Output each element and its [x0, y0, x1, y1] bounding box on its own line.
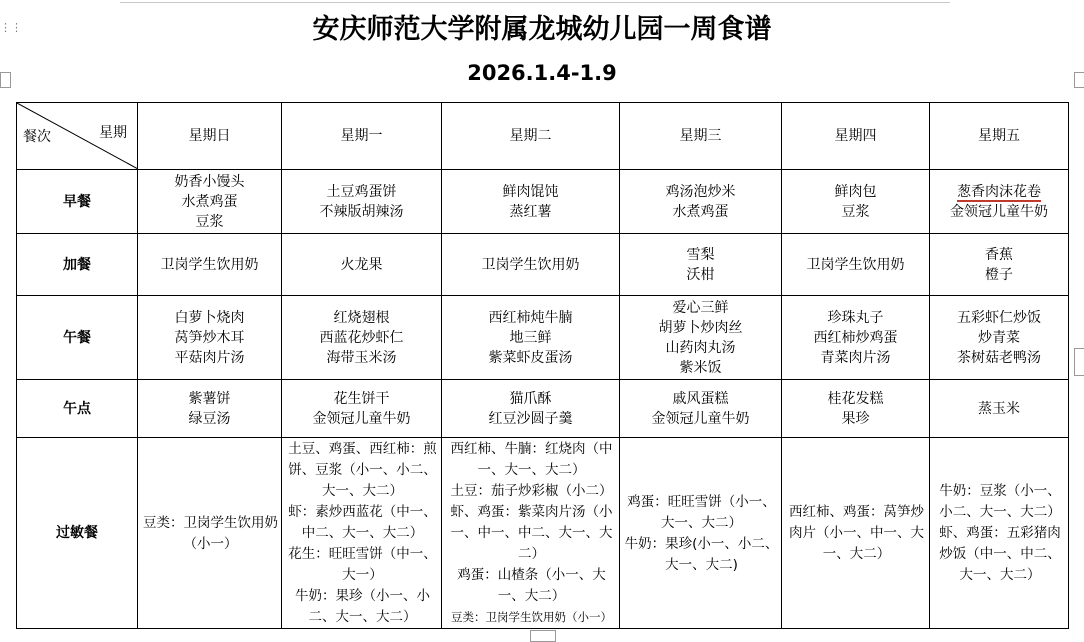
allergy-item: 西红柿、鸡蛋：莴笋炒肉片（小一、中一、大一、大二） [789, 504, 924, 562]
dish-item: 爱心三鲜 [672, 299, 729, 316]
meal-label: 加餐 [17, 234, 138, 296]
dish-item: 山药肉丸汤 [665, 339, 736, 356]
weekly-menu-table [16, 102, 1069, 629]
allergy-item: 虾：素炒西蓝花（中一、中二、大一、大二） [288, 504, 437, 541]
dish-item: 火龙果 [340, 256, 383, 273]
allergy-meal-row [17, 438, 1069, 629]
allergy-item: 牛奶：果珍（小一、小二、大一、大二） [295, 588, 430, 625]
menu-cell [282, 296, 442, 380]
dish-item: 红烧翅根 [333, 309, 390, 326]
menu-cell [620, 234, 782, 296]
lunch-row [17, 296, 1069, 380]
menu-cell [442, 170, 620, 234]
dish-item: 胡萝卜炒肉丝 [658, 319, 743, 336]
dish-item: 鲜肉包 [834, 183, 877, 200]
dish-item: 豆浆 [195, 213, 224, 230]
menu-cell [620, 296, 782, 380]
breakfast-row [17, 170, 1069, 234]
corner-week-label: 星期 [99, 125, 127, 141]
date-range: 2026.1.4-1.9 [467, 61, 617, 85]
menu-cell [782, 170, 930, 234]
dish-item: 水煮鸡蛋 [181, 193, 238, 210]
drag-handle-icon[interactable]: ⋮⋮ [0, 21, 22, 34]
allergy-item: 豆类：卫岗学生饮用奶（小一） [451, 610, 612, 624]
afternoon-snack-row [17, 380, 1069, 438]
dish-item: 金领冠儿童牛奶 [651, 410, 750, 427]
corner-meal-label: 餐次 [23, 129, 51, 145]
allergy-cell [620, 438, 782, 629]
menu-cell [138, 170, 282, 234]
meal-label: 午点 [17, 380, 138, 438]
dish-item: 卫岗学生饮用奶 [481, 256, 580, 273]
dish-item: 橙子 [985, 266, 1013, 283]
menu-cell [282, 170, 442, 234]
dish-item: 莴笋炒木耳 [174, 329, 245, 346]
dish-item: 戚风蛋糕 [672, 390, 729, 407]
dish-item: 奶香小馒头 [174, 173, 245, 190]
meal-label: 过敏餐 [17, 438, 138, 629]
menu-cell [442, 380, 620, 438]
allergy-cell [282, 438, 442, 629]
dish-item: 鸡汤泡炒米 [665, 183, 736, 200]
menu-cell [782, 380, 930, 438]
menu-cell [138, 296, 282, 380]
menu-cell [930, 234, 1069, 296]
dish-item: 炒青菜 [978, 329, 1020, 346]
dish-item: 豆浆 [841, 203, 870, 220]
corner-header-cell [17, 103, 138, 170]
dish-item: 蒸红薯 [509, 203, 552, 220]
right-scroll-handle-icon[interactable] [1074, 348, 1084, 376]
dish-item: 西红柿炒鸡蛋 [813, 329, 898, 346]
menu-cell [138, 380, 282, 438]
dish-item: 西蓝花炒虾仁 [319, 329, 404, 346]
dish-item: 紫米饭 [679, 359, 722, 376]
dish-item: 水煮鸡蛋 [672, 203, 729, 220]
dish-item: 五彩虾仁炒饭 [957, 309, 1041, 326]
dish-item: 果珍 [841, 410, 870, 427]
allergy-item: 花生：旺旺雪饼（中一、大一） [288, 546, 437, 583]
allergy-item: 西红柿、牛腩：红烧肉（中一、大一、大二） [450, 441, 613, 478]
bottom-edge-handle-icon[interactable] [530, 630, 556, 642]
dish-item: 卫岗学生饮用奶 [160, 256, 259, 273]
dish-item: 茶树菇老鸭汤 [957, 349, 1041, 366]
menu-cell [282, 234, 442, 296]
snack-row [17, 234, 1069, 296]
dish-item: 桂花发糕 [827, 390, 884, 407]
menu-cell [782, 234, 930, 296]
menu-cell [620, 170, 782, 234]
dish-item: 绿豆汤 [188, 410, 231, 427]
allergy-cell [442, 438, 620, 629]
page-top-rule [120, 2, 950, 3]
menu-cell [930, 380, 1069, 438]
menu-cell [620, 380, 782, 438]
dish-item: 土豆鸡蛋饼 [326, 183, 397, 200]
meal-label: 早餐 [17, 170, 138, 234]
dish-item: 不辣版胡辣汤 [319, 203, 404, 220]
dish-item: 红豆沙圆子羹 [488, 410, 573, 427]
allergy-item: 牛奶：果珍(小一、小二、大一、大二) [624, 535, 779, 573]
dish-item: 紫薯饼 [188, 390, 231, 407]
dish-item: 香蕉 [985, 246, 1013, 263]
day-header-sun: 星期日 [138, 103, 282, 170]
dish-item: 花生饼干 [333, 390, 390, 407]
dish-item: 鲜肉馄饨 [502, 183, 559, 200]
page-title: 安庆师范大学附属龙城幼儿园一周食谱 [312, 14, 772, 45]
header-row [17, 103, 1069, 170]
dish-item: 地三鲜 [509, 329, 552, 346]
allergy-item: 虾、鸡蛋：五彩猪肉炒饭（中一、中二、大一、大二） [939, 525, 1061, 583]
menu-cell [282, 380, 442, 438]
dish-item: 平菇肉片汤 [174, 349, 245, 366]
menu-cell [782, 296, 930, 380]
dish-item: 金领冠儿童牛奶 [312, 410, 411, 427]
menu-cell [930, 170, 1069, 234]
dish-item: 葱香肉沫花卷 [957, 183, 1041, 200]
meal-label: 午餐 [17, 296, 138, 380]
dish-item: 卫岗学生饮用奶 [806, 256, 905, 273]
allergy-item: 土豆：茄子炒彩椒（小二） [450, 483, 613, 499]
menu-cell [138, 234, 282, 296]
allergy-item: 土豆、鸡蛋、西红柿：煎饼、豆浆（小一、小二、大一、大二） [288, 441, 437, 499]
dish-item: 雪梨 [686, 246, 715, 263]
dish-item: 蒸玉米 [978, 400, 1020, 417]
dish-item: 金领冠儿童牛奶 [950, 203, 1048, 220]
allergy-item: 牛奶：豆浆（小一、小二、大一、大二） [939, 483, 1061, 520]
dish-item: 珍珠丸子 [827, 309, 884, 326]
day-header-wed: 星期三 [620, 103, 782, 170]
dish-item: 猫爪酥 [509, 390, 552, 407]
menu-cell [442, 296, 620, 380]
day-header-mon: 星期一 [282, 103, 442, 170]
day-header-thu: 星期四 [782, 103, 930, 170]
menu-cell [930, 296, 1069, 380]
allergy-cell [138, 438, 282, 629]
day-header-tue: 星期二 [442, 103, 620, 170]
allergy-cell [930, 438, 1069, 629]
menu-cell [442, 234, 620, 296]
allergy-item: 鸡蛋：山楂条（小一、大一、大二） [457, 567, 606, 604]
dish-item: 紫菜虾皮蛋汤 [488, 349, 573, 366]
day-header-fri: 星期五 [930, 103, 1069, 170]
allergy-item: 豆类：卫岗学生饮用奶（小一） [143, 514, 278, 552]
dish-item: 沃柑 [686, 266, 715, 283]
allergy-cell [782, 438, 930, 629]
dish-item: 青菜肉片汤 [820, 349, 891, 366]
dish-item: 海带玉米汤 [326, 349, 397, 366]
allergy-item: 虾、鸡蛋：紫菜肉片汤（小一、中一、中二、大一、大二） [450, 504, 613, 562]
dish-item: 白萝卜烧肉 [174, 309, 245, 326]
allergy-item: 鸡蛋：旺旺雪饼（小一、大一、大二） [627, 493, 776, 531]
dish-item: 西红柿炖牛腩 [488, 309, 573, 326]
